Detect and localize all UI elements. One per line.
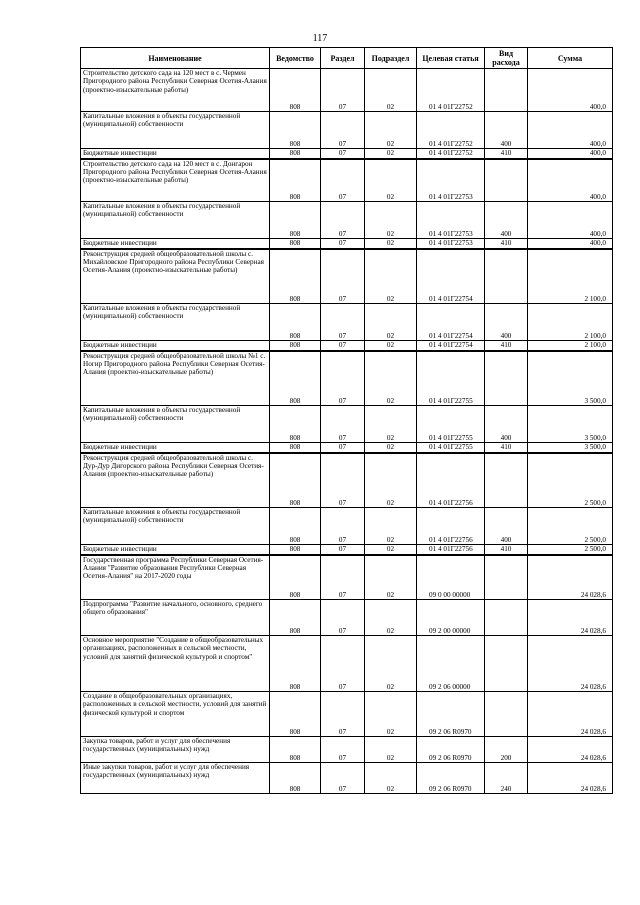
table-row [81,304,613,341]
table-row [81,636,613,692]
row-department: 808 [270,763,321,794]
row-target-article: 01 4 01Г22756 [417,508,485,545]
row-section: 07 [321,351,365,406]
table-row [81,453,613,508]
row-expense-type [485,600,528,636]
row-target-article: 01 4 01Г22756 [417,545,485,555]
row-section: 07 [321,545,365,555]
row-subsection: 02 [365,351,417,406]
row-expense-type: 240 [485,763,528,794]
row-name: Капитальные вложения в объекты государственной (муниципальной) собственности [81,304,270,341]
row-target-article: 09 2 06 R0970 [417,763,485,794]
row-sum: 400,0 [528,69,613,112]
row-department: 808 [270,202,321,239]
row-subsection: 02 [365,763,417,794]
row-sum: 400,0 [528,149,613,159]
row-name: Создание в общеобразовательных организациях, расположенных в сельской местности, условий для занятий физической культурой и спортом [81,692,270,737]
row-subsection: 02 [365,406,417,443]
row-expense-type [485,636,528,692]
row-sum: 24 028,6 [528,636,613,692]
row-department: 808 [270,341,321,351]
table-row [81,112,613,149]
row-expense-type: 410 [485,239,528,249]
table-row [81,341,613,351]
row-section: 07 [321,69,365,112]
row-target-article: 01 4 01Г22752 [417,69,485,112]
row-section: 07 [321,600,365,636]
row-expense-type [485,453,528,508]
row-section: 07 [321,112,365,149]
row-section: 07 [321,443,365,453]
table-header-row [81,48,613,69]
row-name: Закупка товаров, работ и услуг для обеспечения государственных (муниципальных) нужд [81,737,270,763]
row-target-article: 01 4 01Г22752 [417,112,485,149]
row-expense-type [485,249,528,304]
row-subsection: 02 [365,202,417,239]
row-subsection: 02 [365,159,417,202]
row-sum: 24 028,6 [528,600,613,636]
row-target-article: 01 4 01Г22754 [417,341,485,351]
row-subsection: 02 [365,555,417,600]
row-subsection: 02 [365,239,417,249]
table-row [81,600,613,636]
row-expense-type: 400 [485,508,528,545]
row-name: Капитальные вложения в объекты государственной (муниципальной) собственности [81,508,270,545]
table-row [81,202,613,239]
row-target-article: 01 4 01Г22752 [417,149,485,159]
row-department: 808 [270,249,321,304]
row-target-article: 01 4 01Г22754 [417,304,485,341]
row-name: Реконструкция средней общеобразовательной школы №1 с. Ногир Пригородного района Республики Северная Осетия-Алания (проектно-изыскательные работы) [81,351,270,406]
row-department: 808 [270,692,321,737]
row-name: Иные закупки товаров, работ и услуг для обеспечения государственных (муниципальных) нужд [81,763,270,794]
row-target-article: 01 4 01Г22756 [417,453,485,508]
header-expense-type: Вид расхода [485,48,528,69]
table-row [81,69,613,112]
row-sum: 400,0 [528,159,613,202]
row-sum: 3 500,0 [528,406,613,443]
row-target-article: 01 4 01Г22755 [417,351,485,406]
row-sum: 3 500,0 [528,351,613,406]
row-expense-type: 400 [485,112,528,149]
row-expense-type: 200 [485,737,528,763]
row-sum: 2 500,0 [528,508,613,545]
row-subsection: 02 [365,453,417,508]
row-department: 808 [270,600,321,636]
row-section: 07 [321,453,365,508]
row-subsection: 02 [365,149,417,159]
row-sum: 24 028,6 [528,763,613,794]
row-target-article: 09 2 06 R0970 [417,692,485,737]
row-department: 808 [270,149,321,159]
row-sum: 24 028,6 [528,737,613,763]
table-row [81,149,613,159]
row-sum: 2 100,0 [528,341,613,351]
table-row [81,763,613,794]
row-name: Бюджетные инвестиции [81,341,270,351]
row-name: Капитальные вложения в объекты государственной (муниципальной) собственности [81,406,270,443]
row-expense-type [485,555,528,600]
header-section: Раздел [321,48,365,69]
row-target-article: 01 4 01Г22754 [417,249,485,304]
row-subsection: 02 [365,600,417,636]
row-name: Капитальные вложения в объекты государственной (муниципальной) собственности [81,202,270,239]
row-department: 808 [270,737,321,763]
row-department: 808 [270,69,321,112]
row-department: 808 [270,304,321,341]
row-subsection: 02 [365,737,417,763]
row-name: Подпрограмма "Развитие начального, основного, среднего общего образования" [81,600,270,636]
header-sum: Сумма [528,48,613,69]
row-name: Основное мероприятие "Создание в общеобразовательных организациях, расположенных в сельской местности, условий для занятий физической культурой и спортом" [81,636,270,692]
row-expense-type: 400 [485,304,528,341]
row-target-article: 09 0 00 00000 [417,555,485,600]
row-department: 808 [270,508,321,545]
row-subsection: 02 [365,341,417,351]
table-row [81,508,613,545]
row-subsection: 02 [365,69,417,112]
row-expense-type [485,69,528,112]
row-section: 07 [321,304,365,341]
row-section: 07 [321,341,365,351]
row-section: 07 [321,149,365,159]
row-sum: 24 028,6 [528,555,613,600]
table-row [81,249,613,304]
row-section: 07 [321,508,365,545]
row-department: 808 [270,443,321,453]
row-sum: 2 500,0 [528,453,613,508]
table-row [81,239,613,249]
row-name: Бюджетные инвестиции [81,149,270,159]
row-target-article: 01 4 01Г22753 [417,239,485,249]
row-name: Бюджетные инвестиции [81,239,270,249]
row-expense-type: 400 [485,202,528,239]
table-row [81,737,613,763]
row-target-article: 01 4 01Г22753 [417,202,485,239]
row-section: 07 [321,159,365,202]
table-row [81,545,613,555]
row-department: 808 [270,453,321,508]
row-section: 07 [321,737,365,763]
row-expense-type: 410 [485,341,528,351]
row-sum: 24 028,6 [528,692,613,737]
row-department: 808 [270,239,321,249]
row-target-article: 01 4 01Г22755 [417,443,485,453]
row-section: 07 [321,692,365,737]
table-row [81,443,613,453]
row-department: 808 [270,545,321,555]
row-sum: 2 100,0 [528,304,613,341]
row-subsection: 02 [365,112,417,149]
table-row [81,351,613,406]
row-expense-type: 410 [485,149,528,159]
row-department: 808 [270,406,321,443]
row-target-article: 09 2 00 00000 [417,600,485,636]
row-name: Реконструкция средней общеобразовательной школы с. Михайловское Пригородного района Республики Северная Осетия-Алания (проектно-изыскательные работы) [81,249,270,304]
row-section: 07 [321,249,365,304]
row-sum: 3 500,0 [528,443,613,453]
row-department: 808 [270,636,321,692]
row-target-article: 09 2 06 00000 [417,636,485,692]
row-subsection: 02 [365,692,417,737]
row-subsection: 02 [365,508,417,545]
row-sum: 400,0 [528,112,613,149]
header-target-article: Целевая статья [417,48,485,69]
row-name: Строительство детского сада на 120 мест в с. Чермен Пригородного района Республики Северная Осетия-Алания (проектно-изыскательные работы) [81,69,270,112]
row-name: Государственная программа Республики Северная Осетия-Алания "Развитие образования Республики Северная Осетия-Алания" на 2017-2020 годы [81,555,270,600]
row-expense-type: 410 [485,443,528,453]
header-subsection: Подраздел [365,48,417,69]
row-name: Капитальные вложения в объекты государственной (муниципальной) собственности [81,112,270,149]
row-expense-type [485,159,528,202]
row-section: 07 [321,763,365,794]
row-section: 07 [321,239,365,249]
row-expense-type [485,351,528,406]
row-subsection: 02 [365,304,417,341]
row-expense-type: 410 [485,545,528,555]
row-expense-type: 400 [485,406,528,443]
header-department: Ведомство [270,48,321,69]
row-expense-type [485,692,528,737]
row-department: 808 [270,351,321,406]
row-subsection: 02 [365,249,417,304]
table-row [81,406,613,443]
header-name: Наименование [81,48,270,69]
row-subsection: 02 [365,443,417,453]
row-department: 808 [270,555,321,600]
row-department: 808 [270,112,321,149]
row-target-article: 09 2 06 R0970 [417,737,485,763]
row-name: Бюджетные инвестиции [81,545,270,555]
row-name: Реконструкция средней общеобразовательной школы с. Дур-Дур Дигорского района Республики Северная Осетия-Алания (проектно-изыскательные работы) [81,453,270,508]
row-sum: 2 100,0 [528,249,613,304]
row-subsection: 02 [365,545,417,555]
row-subsection: 02 [365,636,417,692]
row-section: 07 [321,406,365,443]
row-department: 808 [270,159,321,202]
page-number: 117 [312,33,328,44]
row-sum: 2 500,0 [528,545,613,555]
row-name: Строительство детского сада на 120 мест в с. Донгарон Пригородного района Республики Северная Осетия-Алания (проектно-изыскательные работы) [81,159,270,202]
table-row [81,159,613,202]
row-target-article: 01 4 01Г22753 [417,159,485,202]
budget-table [80,47,613,794]
row-section: 07 [321,636,365,692]
row-sum: 400,0 [528,239,613,249]
row-section: 07 [321,555,365,600]
row-section: 07 [321,202,365,239]
row-target-article: 01 4 01Г22755 [417,406,485,443]
row-name: Бюджетные инвестиции [81,443,270,453]
row-sum: 400,0 [528,202,613,239]
table-row [81,555,613,600]
table-row [81,692,613,737]
